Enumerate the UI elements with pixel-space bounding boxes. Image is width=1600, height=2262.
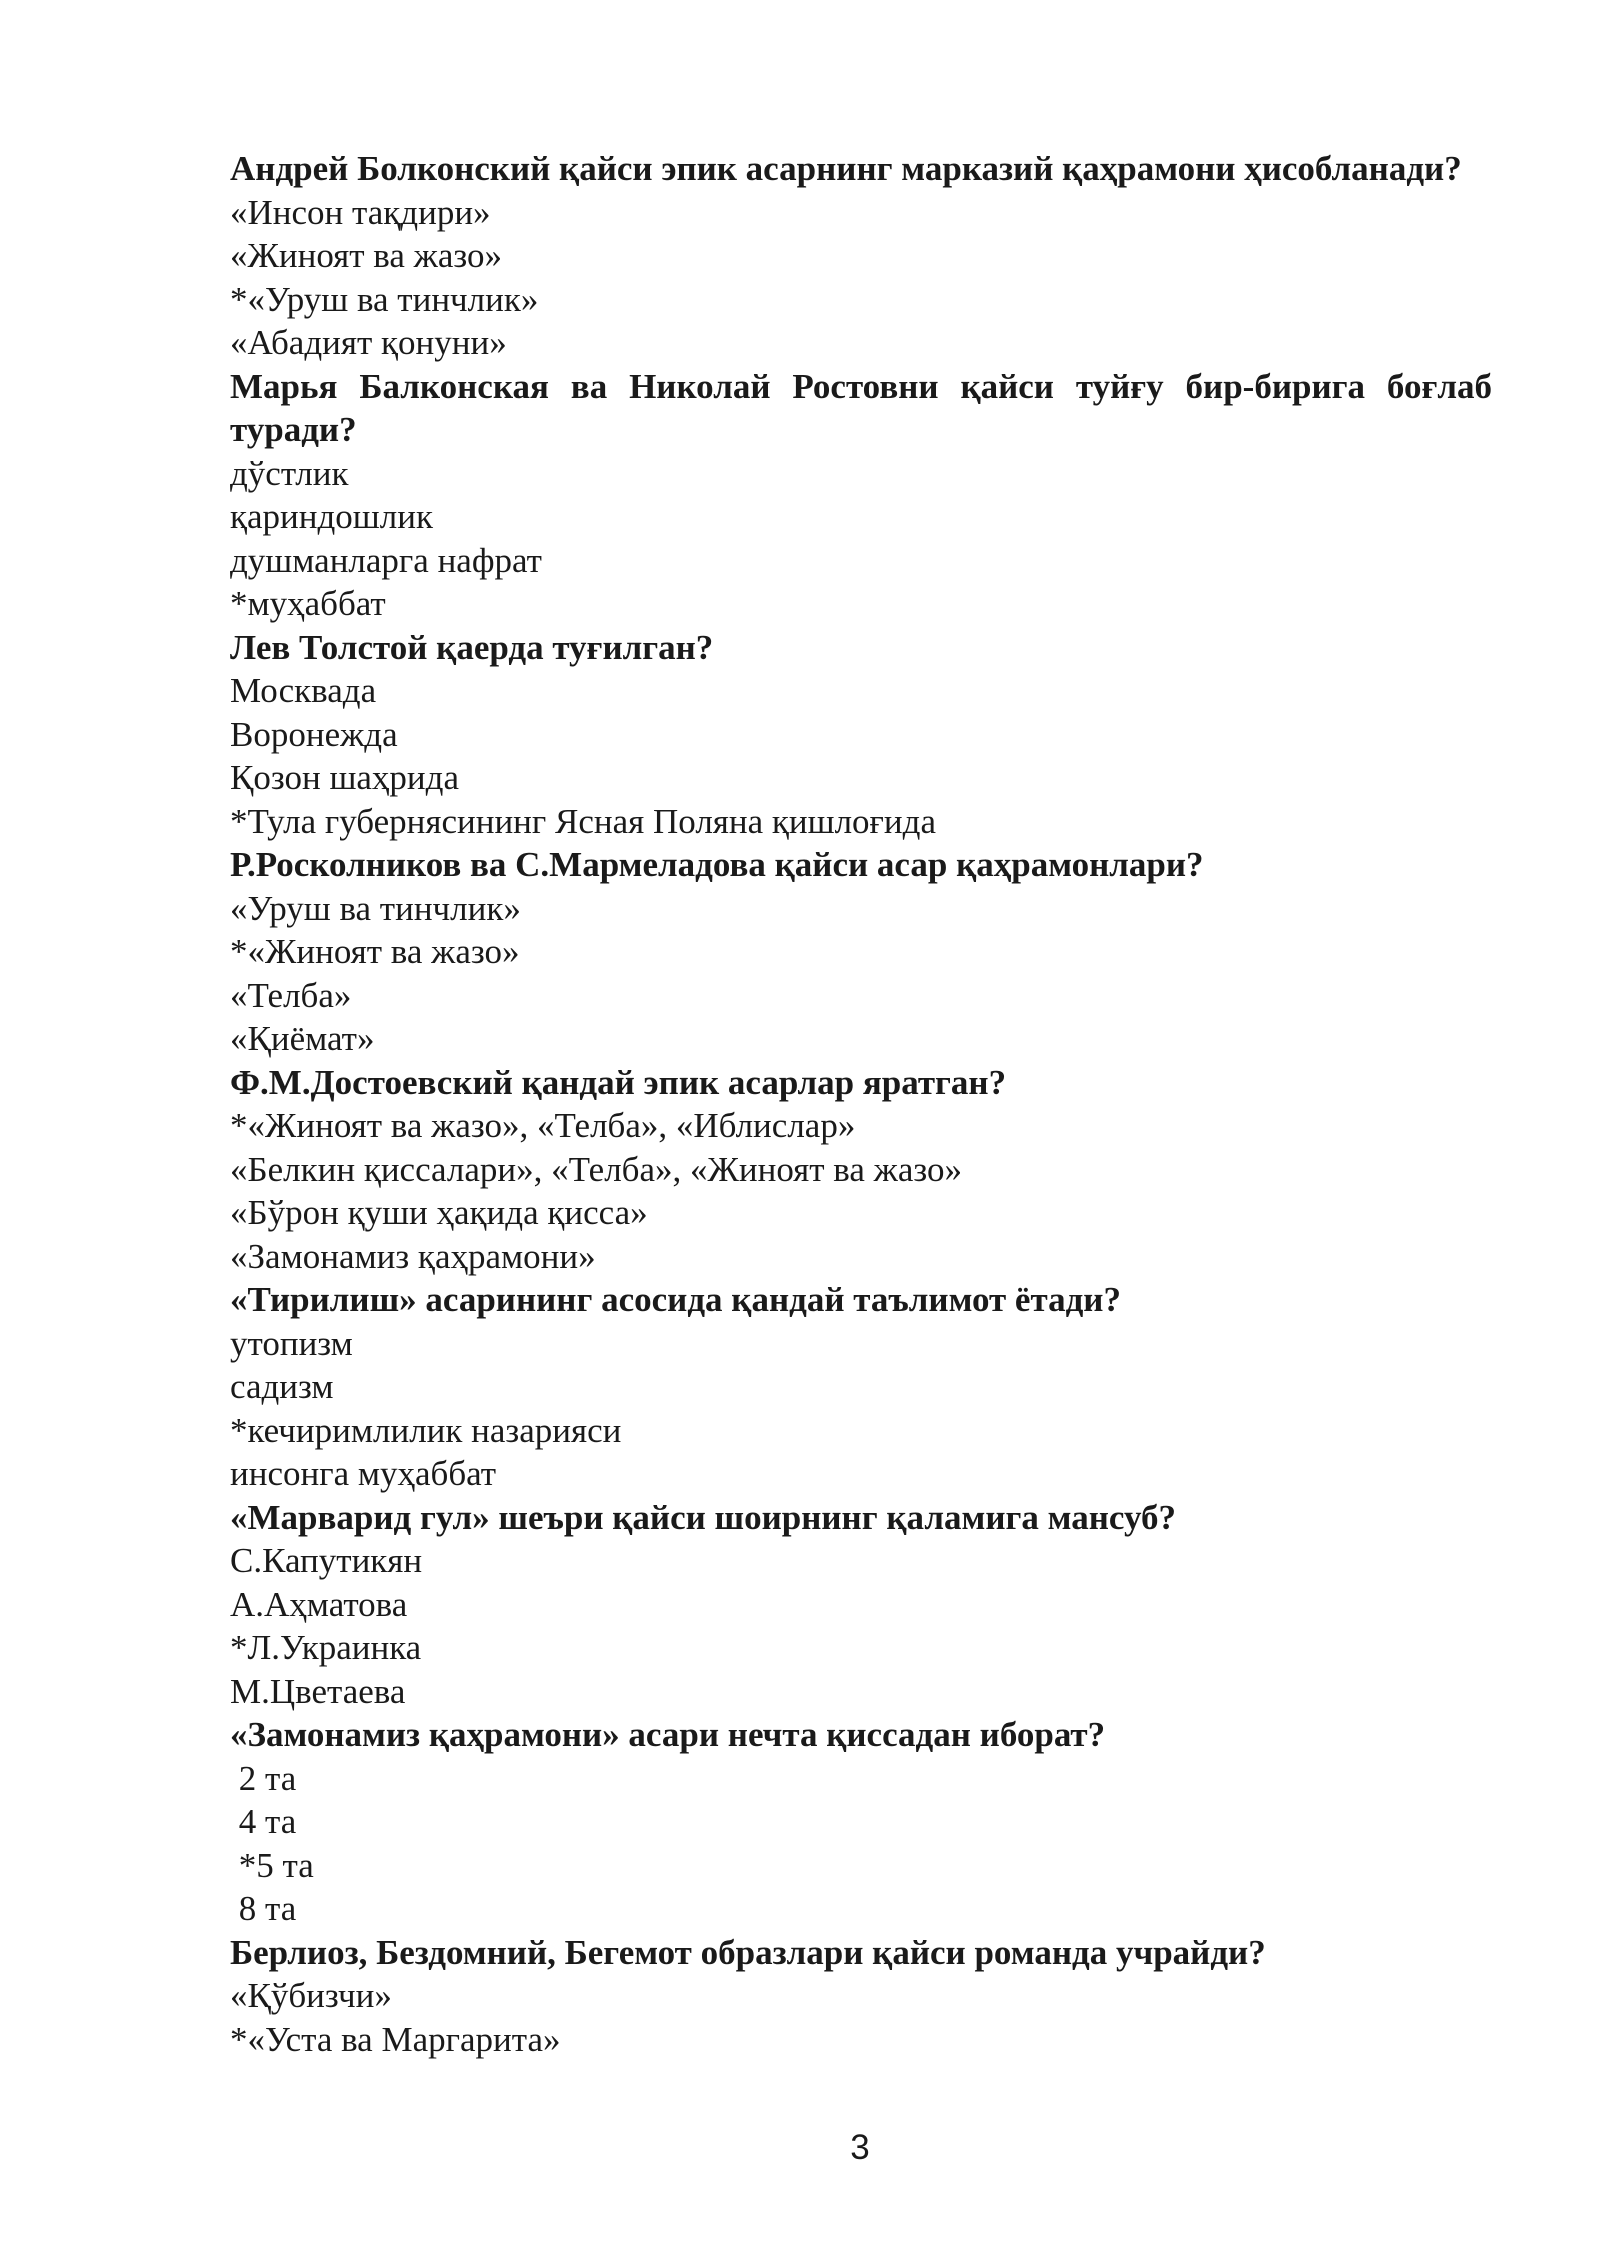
question-block bbox=[230, 147, 1492, 365]
answer-option: Воронежда bbox=[230, 714, 398, 754]
answer-option: М.Цветаева bbox=[230, 1671, 406, 1711]
answer-option: 8 та bbox=[230, 1889, 297, 1928]
answer-option: «Белкин қиссалари», «Телба», «Жиноят ва жазо» bbox=[230, 1149, 962, 1189]
answer-option: «Уруш ва тинчлик» bbox=[230, 888, 521, 928]
question-text: «Марварид гул» шеъри қайси шоирнинг қаламига мансуб? bbox=[230, 1497, 1177, 1537]
answer-option: *«Уста ва Маргарита» bbox=[230, 2019, 561, 2059]
answer-option: *кечиримлилик назарияси bbox=[230, 1410, 622, 1450]
answer-option: С.Капутикян bbox=[230, 1541, 423, 1580]
question-text: Марья Балконская ва Николай Ростовни қайси туйғу бир-бирига боғлаб туради? bbox=[230, 366, 1501, 449]
question-block bbox=[230, 1713, 1492, 1931]
answer-option: «Абадият қонуни» bbox=[230, 323, 507, 362]
question-block bbox=[230, 843, 1492, 1061]
question-block bbox=[230, 365, 1501, 626]
answer-option: *5 та bbox=[230, 1845, 314, 1885]
answer-option: *«Жиноят ва жазо» bbox=[230, 932, 520, 971]
answer-option: «Инсон тақдири» bbox=[230, 192, 491, 232]
question-block bbox=[230, 1496, 1492, 1714]
question-text: «Замонамиз қаҳрамони» асари нечта қиссадан иборат? bbox=[230, 1715, 1106, 1754]
answer-option: А.Аҳматова bbox=[230, 1584, 408, 1624]
answer-option: «Қиёмат» bbox=[230, 1019, 375, 1058]
answer-option: «Жиноят ва жазо» bbox=[230, 236, 502, 275]
question-text: Берлиоз, Бездомний, Бегемот образлари қайси романда учрайди? bbox=[230, 1932, 1266, 1972]
answer-option: утопизм bbox=[230, 1323, 353, 1363]
answer-option: *«Жиноят ва жазо», «Телба», «Иблислар» bbox=[230, 1106, 856, 1145]
answer-option: «Телба» bbox=[230, 975, 352, 1015]
question-text: Лев Толстой қаерда туғилган? bbox=[230, 627, 714, 667]
answer-option: *Тула губернясининг Ясная Поляна қишлоғида bbox=[230, 801, 936, 841]
question-text: Ф.М.Достоевский қандай эпик асарлар яратган? bbox=[230, 1062, 1007, 1102]
answer-option: «Бўрон қуши ҳақида қисса» bbox=[230, 1193, 648, 1232]
question-text: Андрей Болконский қайси эпик асарнинг марказий қаҳрамони ҳисобланади? bbox=[230, 149, 1462, 188]
answer-option: *«Уруш ва тинчлик» bbox=[230, 279, 539, 319]
answer-option: 2 та bbox=[230, 1758, 297, 1798]
question-text: Р.Росколников ва С.Мармеладова қайси асар қаҳрамонлари? bbox=[230, 845, 1204, 884]
answer-option: садизм bbox=[230, 1367, 334, 1406]
answer-option: душманларга нафрат bbox=[230, 540, 542, 580]
page-number: 3 bbox=[850, 2128, 870, 2167]
question-block bbox=[230, 626, 1492, 844]
answer-option: Қозон шаҳрида bbox=[230, 758, 460, 797]
answer-option: инсонга муҳаббат bbox=[230, 1454, 497, 1493]
answer-option: 4 та bbox=[230, 1802, 297, 1841]
answer-option: дўстлик bbox=[230, 453, 349, 493]
document-body bbox=[230, 147, 1501, 2061]
question-text: «Тирилиш» асарининг асосида қандай таълимот ётади? bbox=[230, 1280, 1121, 1319]
answer-option: Москвада bbox=[230, 671, 377, 710]
question-block bbox=[230, 1278, 1492, 1496]
answer-option: *Л.Украинка bbox=[230, 1628, 422, 1667]
answer-option: «Замонамиз қаҳрамони» bbox=[230, 1236, 596, 1276]
question-block bbox=[230, 1061, 1492, 1279]
question-block bbox=[230, 1931, 1492, 2062]
answer-option: «Қўбизчи» bbox=[230, 1976, 392, 2015]
answer-option: қариндошлик bbox=[230, 497, 433, 536]
answer-option: *муҳаббат bbox=[230, 584, 386, 623]
